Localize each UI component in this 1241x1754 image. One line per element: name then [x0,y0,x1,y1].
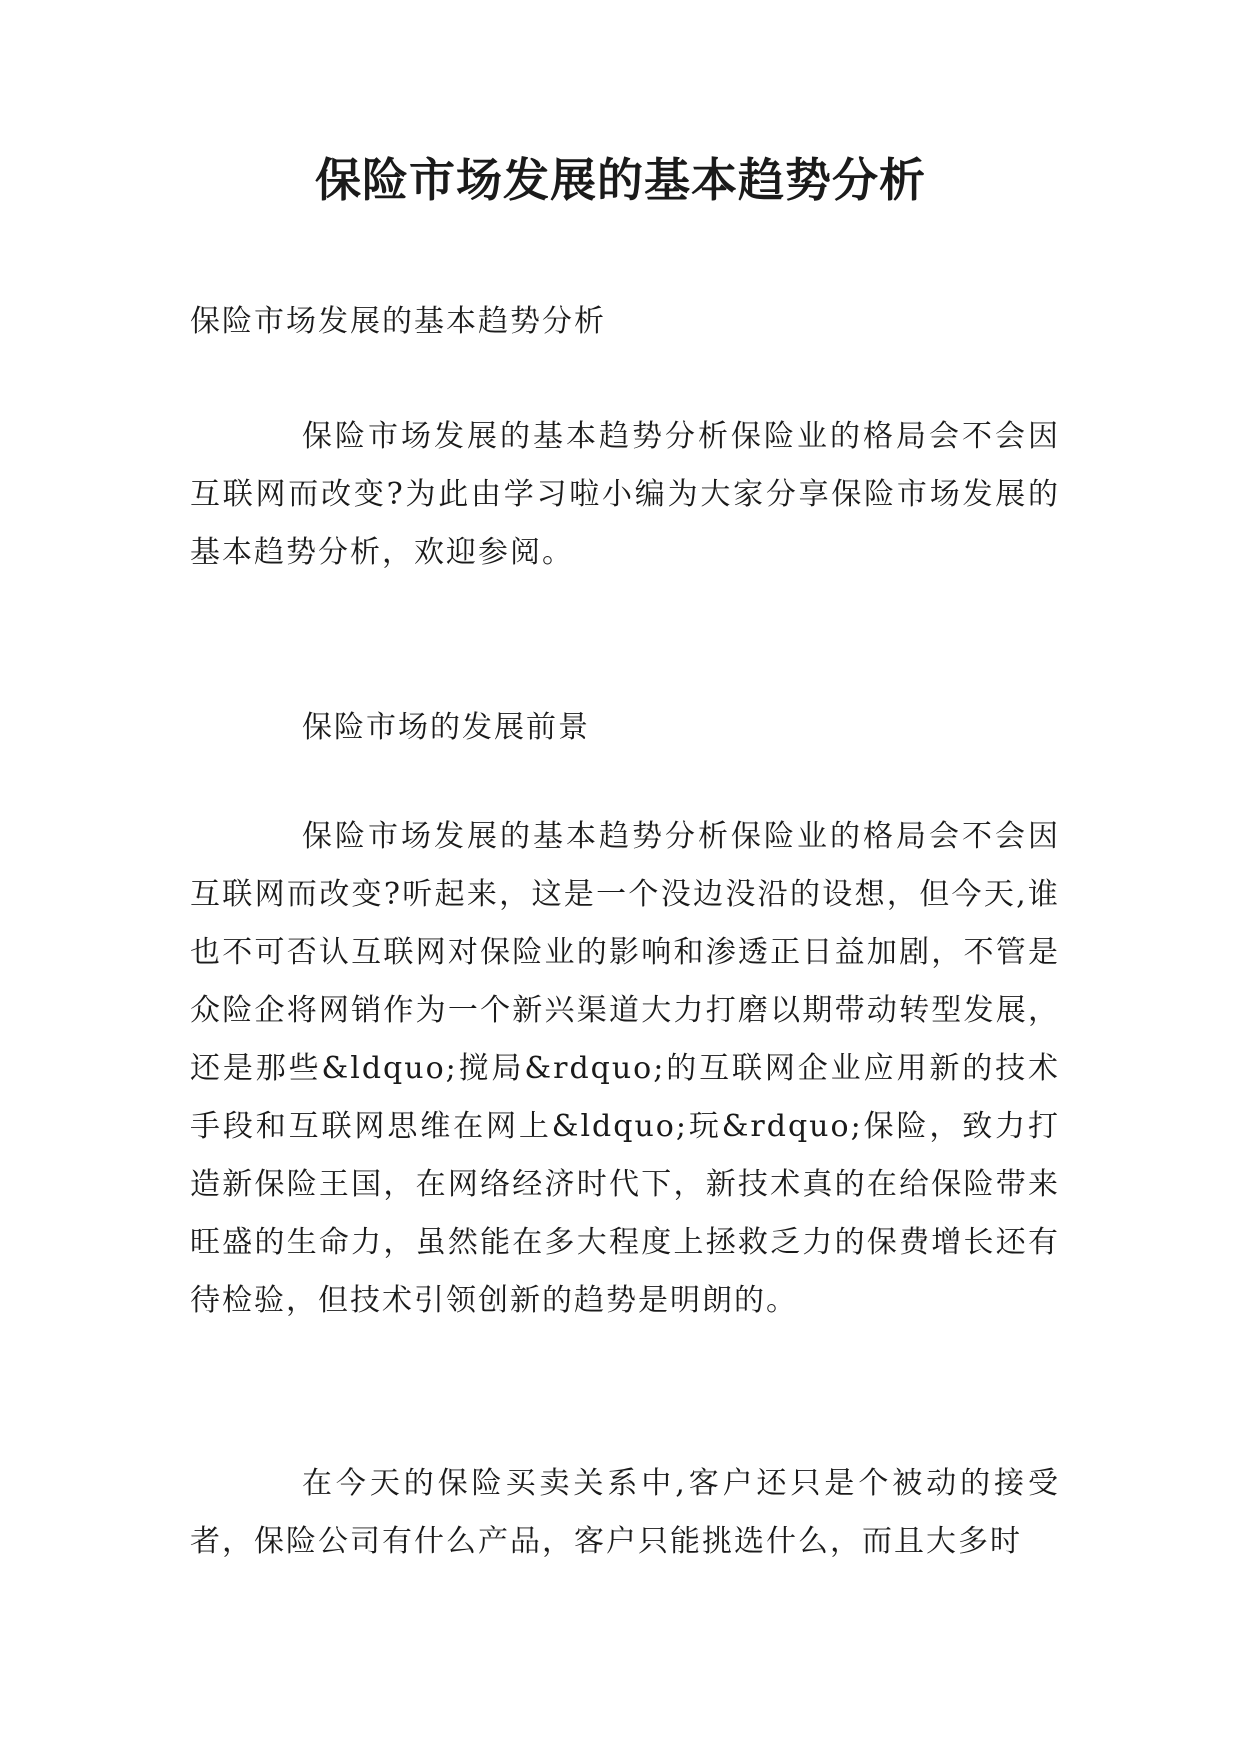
document-title: 保险市场发展的基本趋势分析 [315,153,926,207]
section-heading: 保险市场的发展前景 [302,710,590,745]
paragraph-prospects: 保险市场发展的基本趋势分析保险业的格局会不会因互联网而改变?听起来，这是一个没边没沿的设想，但今天,谁也不可否认互联网对保险业的影响和渗透正日益加剧，不管是众险企将网销作为一个新兴渠道大力打磨以期带动转型发展，还是那些&ldquo;搅局&rdquo;的互联网企业应用新的技术手段和互联网思维在网上&ldquo;玩&rdquo;保险，致力打造新保险王国，在网络经济时代下，新技术真的在给保险带来旺盛的生命力，虽然能在多大程度上拯救乏力的保费增长还有待检验，但技术引领创新的趋势是明朗的。 [190,819,1060,1318]
document-subtitle: 保险市场发展的基本趋势分析 [190,304,606,339]
paragraph-intro: 保险市场发展的基本趋势分析保险业的格局会不会因互联网而改变?为此由学习啦小编为大家分享保险市场发展的基本趋势分析，欢迎参阅。 [190,419,1060,570]
paragraph-customer-relationship: 在今天的保险买卖关系中,客户还只是个被动的接受者，保险公司有什么产品，客户只能挑选什么，而且大多时 [190,1466,1060,1559]
